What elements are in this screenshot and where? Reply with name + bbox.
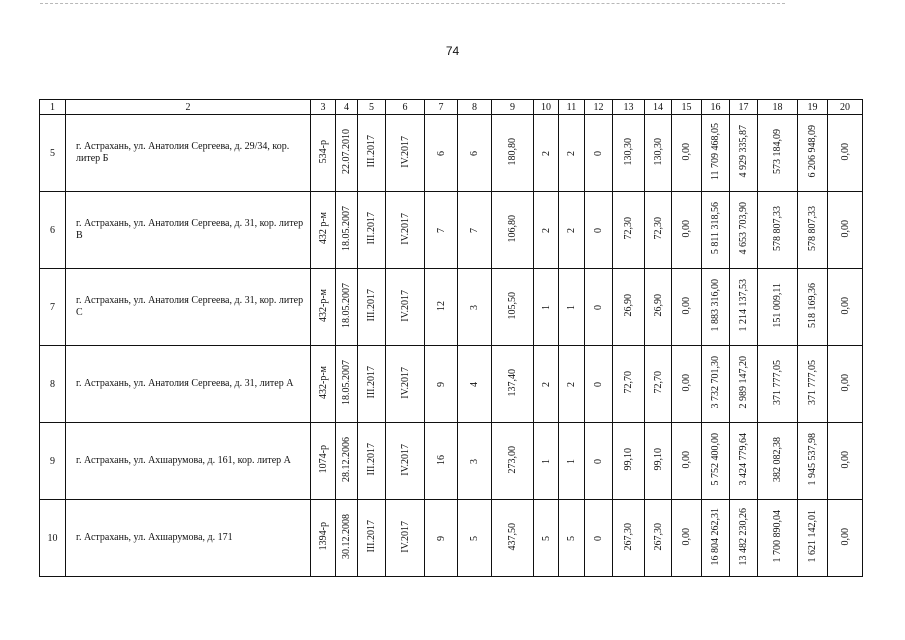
start-period: III.2017 [366,289,377,322]
col-9-cell [492,423,534,500]
col-8: 3 [469,304,480,310]
table-row [40,269,863,346]
col-16-cell [702,269,730,346]
col-16: 5 811 318,56 [710,202,721,255]
col-14-cell [645,115,672,192]
col-10-cell [534,115,559,192]
col-7-cell [425,346,458,423]
col-14: 72,70 [652,371,664,394]
col-17: 4 653 703,90 [738,202,749,255]
col-19-cell [798,346,828,423]
end-period: IV.2017 [399,289,411,322]
col-19-cell [798,115,828,192]
col-10: 5 [540,535,552,541]
col-13-cell [613,115,645,192]
page-number: 74 [445,44,460,58]
row-number-cell: 7 [40,269,66,346]
col-15: 0,00 [681,296,692,315]
col-16: 1 883 316,00 [710,279,721,332]
col-17-cell [730,115,758,192]
row-number-cell: 9 [40,423,66,500]
decree-date: 18.05.2007 [341,206,352,251]
col-17: 1 214 137,53 [738,279,749,332]
col-17-cell [730,423,758,500]
col-12-cell [585,346,613,423]
decree-date: 28.12.2006 [341,437,352,482]
col-10: 2 [540,381,552,387]
col-20-cell [828,115,863,192]
col-14-cell [645,192,672,269]
col-17-cell [730,500,758,577]
header-cell: 5 [358,100,386,115]
col-11: 1 [566,304,577,310]
col-11: 2 [566,150,577,156]
col-12: 0 [593,458,604,464]
col-8: 3 [469,458,480,464]
col-7: 16 [435,454,447,465]
col-8: 4 [469,381,480,387]
decree-date-cell [336,115,358,192]
col-11-cell [559,423,585,500]
col-9-cell [492,115,534,192]
header-cell: 16 [702,100,730,115]
col-7: 7 [435,227,447,233]
decree-number: 432-р-м [317,366,329,399]
col-13: 72,30 [623,217,634,240]
decree-number-cell [311,115,336,192]
col-19-cell [798,269,828,346]
col-8-cell [458,500,492,577]
table-row [40,192,863,269]
col-9: 180,80 [507,137,518,166]
col-14-cell [645,423,672,500]
col-15-cell [672,269,702,346]
col-10: 1 [540,304,552,310]
col-15: 0,00 [681,373,692,392]
col-13: 267,30 [623,522,634,551]
col-20-cell [828,192,863,269]
end-period: IV.2017 [399,443,411,476]
col-7-cell [425,192,458,269]
header-cell: 2 [66,100,311,115]
col-10-cell [534,423,559,500]
col-15: 0,00 [681,142,692,161]
header-cell: 19 [798,100,828,115]
decree-number: 1074-р [317,445,329,474]
col-8-cell [458,346,492,423]
col-10-cell [534,269,559,346]
col-16-cell [702,346,730,423]
col-12-cell [585,192,613,269]
header-cell: 20 [828,100,863,115]
col-9: 137,40 [507,368,518,397]
col-7: 9 [435,535,447,541]
col-16-cell [702,423,730,500]
table-row [40,423,863,500]
decree-number-cell [311,192,336,269]
col-16: 11 709 468,05 [710,122,721,181]
col-9-cell [492,192,534,269]
header-cell: 11 [559,100,585,115]
header-cell: 3 [311,100,336,115]
end-period-cell [386,346,425,423]
row-number-cell: 8 [40,346,66,423]
col-10-cell [534,192,559,269]
col-15-cell [672,346,702,423]
header-cell: 6 [386,100,425,115]
header-cell: 14 [645,100,672,115]
col-9: 105,50 [507,291,518,320]
address-cell: г. Астрахань, ул. Анатолия Сергеева, д. 31, кор. литер В [66,192,311,269]
decree-date-cell [336,192,358,269]
col-11-cell [559,346,585,423]
decree-date-cell [336,346,358,423]
col-13: 26,90 [623,294,634,317]
col-19-cell [798,192,828,269]
col-16-cell [702,192,730,269]
header-cell: 10 [534,100,559,115]
decree-number-cell [311,500,336,577]
col-13-cell [613,192,645,269]
col-20: 0,00 [839,219,851,238]
col-18-cell [758,423,798,500]
col-17: 3 424 779,64 [738,433,749,486]
col-11: 1 [566,458,577,464]
col-19: 518 169,36 [807,283,818,328]
table-row [40,115,863,192]
address-cell: г. Астрахань, ул. Анатолия Сергеева, д. 31, литер А [66,346,311,423]
col-9: 437,50 [507,522,518,551]
row-number-cell: 6 [40,192,66,269]
col-18-cell [758,269,798,346]
col-18: 151 009,11 [772,283,783,328]
col-10: 1 [540,458,552,464]
col-20: 0,00 [839,373,851,392]
col-11-cell [559,500,585,577]
col-18-cell [758,346,798,423]
col-7-cell [425,269,458,346]
end-period: IV.2017 [399,366,411,399]
col-8: 6 [469,150,480,156]
col-19: 578 807,33 [807,206,818,251]
col-13-cell [613,346,645,423]
header-row [40,100,863,115]
col-19: 1 621 142,01 [807,510,818,563]
header-cell: 4 [336,100,358,115]
decree-date: 22.07.2010 [341,129,352,174]
col-10-cell [534,346,559,423]
col-12: 0 [593,150,604,156]
table-row [40,500,863,577]
col-18: 573 184,09 [772,129,783,174]
col-18: 1 700 890,04 [772,510,783,563]
col-12: 0 [593,304,604,310]
col-11-cell [559,269,585,346]
col-17-cell [730,192,758,269]
address-cell: г. Астрахань, ул. Ахшарумова, д. 161, кор. литер А [66,423,311,500]
col-17-cell [730,269,758,346]
end-period-cell [386,500,425,577]
col-9-cell [492,269,534,346]
col-8-cell [458,269,492,346]
col-9-cell [492,500,534,577]
row-number-cell: 5 [40,115,66,192]
header-cell: 7 [425,100,458,115]
col-7-cell [425,423,458,500]
start-period: III.2017 [366,366,377,399]
col-20-cell [828,346,863,423]
address-cell: г. Астрахань, ул. Анатолия Сергеева, д. 29/34, кор. литер Б [66,115,311,192]
col-18-cell [758,500,798,577]
end-period-cell [386,423,425,500]
col-20-cell [828,269,863,346]
col-18: 382 082,38 [772,437,783,482]
decree-date-cell [336,500,358,577]
col-16: 5 752 400,00 [710,433,721,486]
col-13-cell [613,269,645,346]
col-16: 16 804 262,31 [710,507,721,566]
col-15-cell [672,500,702,577]
decree-date-cell [336,423,358,500]
end-period-cell [386,115,425,192]
end-period-cell [386,269,425,346]
end-period-cell [386,192,425,269]
decree-number: 432-р-м [317,289,329,322]
col-13-cell [613,500,645,577]
decree-date: 30.12.2008 [341,514,352,559]
col-15: 0,00 [681,219,692,238]
col-8-cell [458,115,492,192]
end-period: IV.2017 [399,212,411,245]
data-table [39,99,863,577]
col-8: 5 [469,535,480,541]
col-19: 6 206 948,09 [807,125,818,178]
col-9-cell [492,346,534,423]
table-row [40,346,863,423]
col-7: 9 [435,381,447,387]
col-11: 2 [566,227,577,233]
col-15-cell [672,192,702,269]
start-period-cell [358,115,386,192]
col-17: 13 482 230,26 [738,507,749,566]
col-8-cell [458,423,492,500]
col-15-cell [672,115,702,192]
col-19-cell [798,500,828,577]
decree-number-cell [311,346,336,423]
header-cell: 17 [730,100,758,115]
start-period: III.2017 [366,212,377,245]
end-period: IV.2017 [399,135,411,168]
col-13-cell [613,423,645,500]
col-12-cell [585,269,613,346]
col-15: 0,00 [681,450,692,469]
col-9: 273,00 [507,445,518,474]
decree-number: 432 р-м [317,212,329,245]
start-period-cell [358,192,386,269]
col-14: 72,30 [652,217,664,240]
col-8: 7 [469,227,480,233]
col-19: 371 777,05 [807,360,818,405]
col-12-cell [585,500,613,577]
col-18-cell [758,115,798,192]
col-14-cell [645,346,672,423]
col-11-cell [559,192,585,269]
col-12: 0 [593,535,604,541]
col-14: 130,30 [652,137,664,166]
start-period-cell [358,423,386,500]
col-18: 371 777,05 [772,360,783,405]
col-12: 0 [593,227,604,233]
start-period: III.2017 [366,520,377,553]
col-16: 3 732 701,30 [710,356,721,409]
col-16-cell [702,115,730,192]
col-15: 0,00 [681,527,692,546]
col-7: 6 [435,150,447,156]
col-11-cell [559,115,585,192]
col-20-cell [828,423,863,500]
decree-date: 18.05.2007 [341,360,352,405]
col-20: 0,00 [839,450,851,469]
col-11: 2 [566,381,577,387]
header-cell: 1 [40,100,66,115]
col-14: 26,90 [652,294,664,317]
header-cell: 13 [613,100,645,115]
start-period-cell [358,500,386,577]
col-14: 99,10 [652,448,664,471]
col-18: 578 807,33 [772,206,783,251]
address-cell: г. Астрахань, ул. Ахшарумова, д. 171 [66,500,311,577]
header-cell: 12 [585,100,613,115]
col-17: 4 929 335,87 [738,125,749,178]
col-15-cell [672,423,702,500]
col-20-cell [828,500,863,577]
col-7-cell [425,115,458,192]
decree-number-cell [311,269,336,346]
col-18-cell [758,192,798,269]
col-13: 99,10 [623,448,634,471]
col-14-cell [645,500,672,577]
header-cell: 9 [492,100,534,115]
col-14: 267,30 [652,522,664,551]
col-10-cell [534,500,559,577]
col-13: 130,30 [623,137,634,166]
col-10: 2 [540,227,552,233]
col-17-cell [730,346,758,423]
col-8-cell [458,192,492,269]
col-14-cell [645,269,672,346]
col-20: 0,00 [839,142,851,161]
col-11: 5 [566,535,577,541]
header-cell: 15 [672,100,702,115]
start-period-cell [358,346,386,423]
start-period: III.2017 [366,135,377,168]
col-12-cell [585,423,613,500]
header-cell: 8 [458,100,492,115]
col-7-cell [425,500,458,577]
col-19-cell [798,423,828,500]
col-20: 0,00 [839,527,851,546]
start-period-cell [358,269,386,346]
address-cell: г. Астрахань, ул. Анатолия Сергеева, д. 31, кор. литер С [66,269,311,346]
col-13: 72,70 [623,371,634,394]
decree-date-cell [336,269,358,346]
decree-number-cell [311,423,336,500]
col-7: 12 [435,300,447,311]
header-cell: 18 [758,100,798,115]
decree-number: 1394-р [317,522,329,551]
col-10: 2 [540,150,552,156]
col-9: 106,80 [507,214,518,243]
col-19: 1 945 537,98 [807,433,818,486]
decree-date: 18.05.2007 [341,283,352,328]
col-20: 0,00 [839,296,851,315]
col-17: 2 989 147,20 [738,356,749,409]
start-period: III.2017 [366,443,377,476]
decree-number: 534-р [317,139,329,164]
col-16-cell [702,500,730,577]
col-12: 0 [593,381,604,387]
scan-artifact-line [40,3,785,4]
row-number-cell: 10 [40,500,66,577]
col-12-cell [585,115,613,192]
end-period: IV.2017 [399,520,411,553]
